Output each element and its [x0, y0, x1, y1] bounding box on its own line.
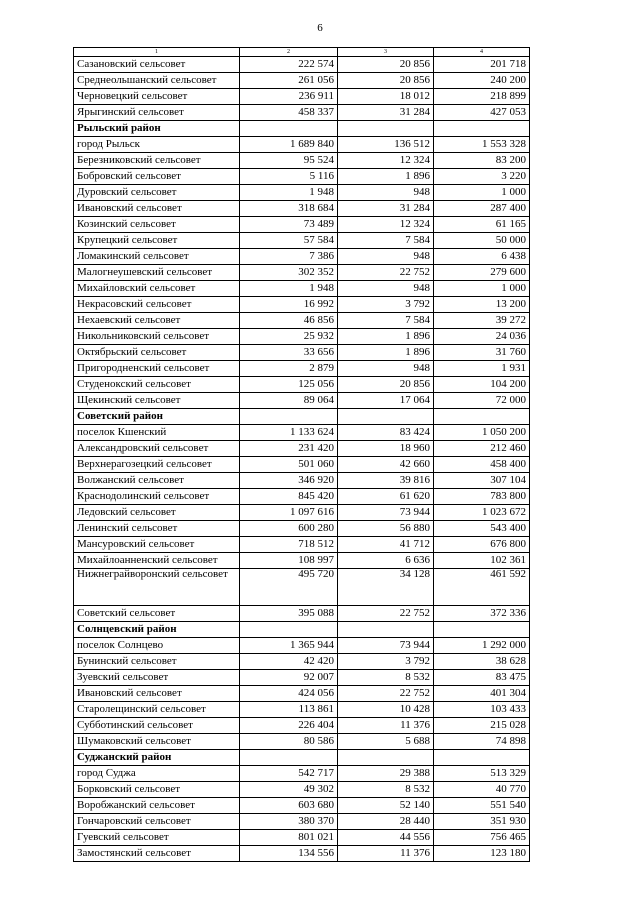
column-3-value-cell: 948	[338, 249, 434, 265]
column-4-value-cell: 458 400	[434, 457, 530, 473]
table-row	[74, 105, 530, 121]
table-body	[74, 48, 530, 862]
column-2-value-cell: 7 386	[240, 249, 338, 265]
municipality-name-cell: Крупецкий сельсовет	[74, 233, 240, 249]
table-row	[74, 297, 530, 313]
column-4-value-cell: 201 718	[434, 57, 530, 73]
table-row	[74, 734, 530, 750]
table-row	[74, 345, 530, 361]
column-3-value-cell	[338, 750, 434, 766]
column-4-value-cell: 1 553 328	[434, 137, 530, 153]
column-3-value-cell: 42 660	[338, 457, 434, 473]
column-3-value-cell: 12 324	[338, 153, 434, 169]
column-2-value-cell: 603 680	[240, 798, 338, 814]
table-row	[74, 489, 530, 505]
column-3-value-cell: 5 688	[338, 734, 434, 750]
municipality-name-cell: Волжанский сельсовет	[74, 473, 240, 489]
column-4-value-cell: 50 000	[434, 233, 530, 249]
column-3-value-cell: 1 896	[338, 329, 434, 345]
column-4-value-cell: 123 180	[434, 846, 530, 862]
municipality-name-cell: поселок Солнцево	[74, 638, 240, 654]
table-row	[74, 217, 530, 233]
column-3-value-cell: 11 376	[338, 846, 434, 862]
district-row	[74, 622, 530, 638]
column-3-value-cell: 34 128	[338, 569, 434, 606]
municipality-name-cell: Михайлоанненский сельсовет	[74, 553, 240, 569]
column-number-row	[74, 48, 530, 57]
table-row	[74, 281, 530, 297]
column-3-value-cell: 44 556	[338, 830, 434, 846]
column-4-value-cell: 401 304	[434, 686, 530, 702]
column-3-value-cell: 61 620	[338, 489, 434, 505]
column-2-value-cell: 231 420	[240, 441, 338, 457]
municipality-name-cell: Ивановский сельсовет	[74, 686, 240, 702]
table-row	[74, 233, 530, 249]
column-4-value-cell: 1 931	[434, 361, 530, 377]
column-3-value-cell: 73 944	[338, 505, 434, 521]
column-4-value-cell: 427 053	[434, 105, 530, 121]
district-row	[74, 409, 530, 425]
column-2-value-cell: 424 056	[240, 686, 338, 702]
column-3-value-cell: 3 792	[338, 297, 434, 313]
column-2-value-cell: 95 524	[240, 153, 338, 169]
municipality-name-cell: Некрасовский сельсовет	[74, 297, 240, 313]
column-4-value-cell: 38 628	[434, 654, 530, 670]
column-4-value-cell: 215 028	[434, 718, 530, 734]
column-4-value-cell: 24 036	[434, 329, 530, 345]
municipality-name-cell: Александровский сельсовет	[74, 441, 240, 457]
column-3-value-cell: 8 532	[338, 670, 434, 686]
column-2-value-cell: 302 352	[240, 265, 338, 281]
table-row	[74, 846, 530, 862]
column-4-value-cell: 40 770	[434, 782, 530, 798]
column-2-value-cell: 108 997	[240, 553, 338, 569]
column-4-value-cell: 372 336	[434, 606, 530, 622]
municipality-name-cell: город Рыльск	[74, 137, 240, 153]
column-4-value-cell: 72 000	[434, 393, 530, 409]
column-4-value-cell: 74 898	[434, 734, 530, 750]
column-4-value-cell: 6 438	[434, 249, 530, 265]
municipality-name-cell: Мансуровский сельсовет	[74, 537, 240, 553]
municipality-name-cell: Краснодолинский сельсовет	[74, 489, 240, 505]
column-3-value-cell	[338, 121, 434, 137]
column-number: 3	[338, 48, 434, 57]
column-3-value-cell: 8 532	[338, 782, 434, 798]
column-4-value-cell: 756 465	[434, 830, 530, 846]
column-4-value-cell	[434, 409, 530, 425]
column-2-value-cell: 395 088	[240, 606, 338, 622]
column-4-value-cell: 212 460	[434, 441, 530, 457]
column-4-value-cell	[434, 121, 530, 137]
municipality-name-cell: Борковский сельсовет	[74, 782, 240, 798]
column-3-value-cell	[338, 409, 434, 425]
municipality-name-cell: Старолещинский сельсовет	[74, 702, 240, 718]
column-3-value-cell: 20 856	[338, 73, 434, 89]
municipality-name-cell: Козинский сельсовет	[74, 217, 240, 233]
column-2-value-cell: 458 337	[240, 105, 338, 121]
municipality-name-cell: Суджанский район	[74, 750, 240, 766]
column-2-value-cell: 236 911	[240, 89, 338, 105]
column-2-value-cell: 25 932	[240, 329, 338, 345]
table-row	[74, 782, 530, 798]
table-row	[74, 638, 530, 654]
table-row	[74, 249, 530, 265]
municipality-name-cell: Замостянский сельсовет	[74, 846, 240, 862]
column-3-value-cell: 56 880	[338, 521, 434, 537]
column-3-value-cell: 11 376	[338, 718, 434, 734]
column-3-value-cell: 1 896	[338, 345, 434, 361]
column-2-value-cell: 33 656	[240, 345, 338, 361]
column-3-value-cell: 7 584	[338, 233, 434, 249]
table-row	[74, 670, 530, 686]
column-3-value-cell: 948	[338, 185, 434, 201]
column-4-value-cell: 513 329	[434, 766, 530, 782]
column-4-value-cell: 1 050 200	[434, 425, 530, 441]
municipality-name-cell: Гончаровский сельсовет	[74, 814, 240, 830]
column-4-value-cell	[434, 622, 530, 638]
column-2-value-cell	[240, 409, 338, 425]
column-2-value-cell: 845 420	[240, 489, 338, 505]
column-3-value-cell: 18 960	[338, 441, 434, 457]
municipality-name-cell: Рыльский район	[74, 121, 240, 137]
column-3-value-cell: 136 512	[338, 137, 434, 153]
table-row	[74, 73, 530, 89]
column-4-value-cell: 783 800	[434, 489, 530, 505]
table-row	[74, 718, 530, 734]
table-row	[74, 361, 530, 377]
column-2-value-cell: 2 879	[240, 361, 338, 377]
column-2-value-cell: 113 861	[240, 702, 338, 718]
column-3-value-cell: 948	[338, 361, 434, 377]
column-4-value-cell: 240 200	[434, 73, 530, 89]
column-2-value-cell: 1 133 624	[240, 425, 338, 441]
column-4-value-cell: 1 000	[434, 185, 530, 201]
municipality-name-cell: Малогнеушевский сельсовет	[74, 265, 240, 281]
municipality-name-cell: Пригородненский сельсовет	[74, 361, 240, 377]
table-row	[74, 137, 530, 153]
column-2-value-cell: 92 007	[240, 670, 338, 686]
column-2-value-cell: 222 574	[240, 57, 338, 73]
column-4-value-cell: 676 800	[434, 537, 530, 553]
municipality-name-cell: Советский сельсовет	[74, 606, 240, 622]
column-4-value-cell: 551 540	[434, 798, 530, 814]
column-2-value-cell: 1 689 840	[240, 137, 338, 153]
table-row	[74, 686, 530, 702]
table-row	[74, 569, 530, 606]
column-4-value-cell: 83 475	[434, 670, 530, 686]
municipality-name-cell: Гуевский сельсовет	[74, 830, 240, 846]
column-3-value-cell: 1 896	[338, 169, 434, 185]
column-4-value-cell: 1 000	[434, 281, 530, 297]
column-3-value-cell: 3 792	[338, 654, 434, 670]
municipality-name-cell: Воробжанский сельсовет	[74, 798, 240, 814]
table-row	[74, 201, 530, 217]
column-2-value-cell: 49 302	[240, 782, 338, 798]
table-row	[74, 654, 530, 670]
column-3-value-cell: 41 712	[338, 537, 434, 553]
table-row	[74, 702, 530, 718]
table-row	[74, 393, 530, 409]
column-4-value-cell: 61 165	[434, 217, 530, 233]
municipality-name-cell: Черновецкий сельсовет	[74, 89, 240, 105]
district-row	[74, 750, 530, 766]
table-row	[74, 89, 530, 105]
column-2-value-cell: 380 370	[240, 814, 338, 830]
column-4-value-cell: 103 433	[434, 702, 530, 718]
column-4-value-cell: 461 592	[434, 569, 530, 606]
municipality-name-cell: Ломакинский сельсовет	[74, 249, 240, 265]
municipality-name-cell: Октябрьский сельсовет	[74, 345, 240, 361]
municipality-name-cell: Ледовский сельсовет	[74, 505, 240, 521]
column-2-value-cell	[240, 121, 338, 137]
column-3-value-cell	[338, 622, 434, 638]
page-number: 6	[317, 22, 323, 34]
column-2-value-cell	[240, 750, 338, 766]
column-4-value-cell: 218 899	[434, 89, 530, 105]
column-3-value-cell: 22 752	[338, 606, 434, 622]
column-3-value-cell: 28 440	[338, 814, 434, 830]
column-3-value-cell: 10 428	[338, 702, 434, 718]
column-2-value-cell: 1 365 944	[240, 638, 338, 654]
column-4-value-cell: 13 200	[434, 297, 530, 313]
municipality-name-cell: Солнцевский район	[74, 622, 240, 638]
table-row	[74, 313, 530, 329]
column-3-value-cell: 6 636	[338, 553, 434, 569]
table-row	[74, 798, 530, 814]
column-2-value-cell: 42 420	[240, 654, 338, 670]
table-row	[74, 185, 530, 201]
column-3-value-cell: 18 012	[338, 89, 434, 105]
column-number: 1	[74, 48, 240, 57]
column-2-value-cell: 134 556	[240, 846, 338, 862]
municipality-name-cell: Шумаковский сельсовет	[74, 734, 240, 750]
column-4-value-cell: 351 930	[434, 814, 530, 830]
column-4-value-cell: 287 400	[434, 201, 530, 217]
column-2-value-cell: 1 948	[240, 281, 338, 297]
column-3-value-cell: 20 856	[338, 377, 434, 393]
column-4-value-cell: 3 220	[434, 169, 530, 185]
table-row	[74, 377, 530, 393]
column-4-value-cell: 83 200	[434, 153, 530, 169]
municipality-name-cell: поселок Кшенский	[74, 425, 240, 441]
table-row	[74, 57, 530, 73]
column-number: 2	[240, 48, 338, 57]
table-row	[74, 766, 530, 782]
column-2-value-cell: 501 060	[240, 457, 338, 473]
column-4-value-cell: 1 292 000	[434, 638, 530, 654]
municipality-name-cell: Студенокский сельсовет	[74, 377, 240, 393]
table-row	[74, 521, 530, 537]
table-row	[74, 473, 530, 489]
column-3-value-cell: 39 816	[338, 473, 434, 489]
column-2-value-cell: 318 684	[240, 201, 338, 217]
column-4-value-cell: 104 200	[434, 377, 530, 393]
table-row	[74, 537, 530, 553]
table-row	[74, 606, 530, 622]
column-3-value-cell: 17 064	[338, 393, 434, 409]
column-3-value-cell: 20 856	[338, 57, 434, 73]
table-row	[74, 169, 530, 185]
column-2-value-cell	[240, 622, 338, 638]
table-row	[74, 814, 530, 830]
municipality-name-cell: Советский район	[74, 409, 240, 425]
column-2-value-cell: 73 489	[240, 217, 338, 233]
column-2-value-cell: 495 720	[240, 569, 338, 606]
column-2-value-cell: 600 280	[240, 521, 338, 537]
district-row	[74, 121, 530, 137]
column-2-value-cell: 57 584	[240, 233, 338, 249]
table-row	[74, 505, 530, 521]
column-2-value-cell: 542 717	[240, 766, 338, 782]
column-3-value-cell: 22 752	[338, 686, 434, 702]
column-2-value-cell: 5 116	[240, 169, 338, 185]
municipality-name-cell: Нехаевский сельсовет	[74, 313, 240, 329]
table-row	[74, 457, 530, 473]
column-2-value-cell: 89 064	[240, 393, 338, 409]
column-4-value-cell: 543 400	[434, 521, 530, 537]
column-3-value-cell: 83 424	[338, 425, 434, 441]
table-row	[74, 441, 530, 457]
column-4-value-cell: 279 600	[434, 265, 530, 281]
column-4-value-cell: 39 272	[434, 313, 530, 329]
column-2-value-cell: 1 097 616	[240, 505, 338, 521]
table-row	[74, 265, 530, 281]
column-2-value-cell: 16 992	[240, 297, 338, 313]
municipality-name-cell: Бунинский сельсовет	[74, 654, 240, 670]
table-row	[74, 425, 530, 441]
column-4-value-cell: 1 023 672	[434, 505, 530, 521]
column-2-value-cell: 261 056	[240, 73, 338, 89]
municipality-name-cell: Щекинский сельсовет	[74, 393, 240, 409]
column-3-value-cell: 12 324	[338, 217, 434, 233]
municipality-name-cell: Сазановский сельсовет	[74, 57, 240, 73]
column-2-value-cell: 46 856	[240, 313, 338, 329]
municipality-name-cell: Верхнерагозецкий сельсовет	[74, 457, 240, 473]
municipality-name-cell: Дуровский сельсовет	[74, 185, 240, 201]
column-4-value-cell: 102 361	[434, 553, 530, 569]
municipality-name-cell: Среднеольшанский сельсовет	[74, 73, 240, 89]
column-3-value-cell: 29 388	[338, 766, 434, 782]
municipality-name-cell: Никольниковский сельсовет	[74, 329, 240, 345]
municipality-name-cell: Ивановский сельсовет	[74, 201, 240, 217]
column-number: 4	[434, 48, 530, 57]
column-2-value-cell: 80 586	[240, 734, 338, 750]
municipality-name-cell: Ярыгинский сельсовет	[74, 105, 240, 121]
municipality-name-cell: Михайловский сельсовет	[74, 281, 240, 297]
column-2-value-cell: 226 404	[240, 718, 338, 734]
column-2-value-cell: 125 056	[240, 377, 338, 393]
column-4-value-cell: 31 760	[434, 345, 530, 361]
municipality-name-cell: Нижнеграйворонский сельсовет	[74, 569, 240, 606]
column-4-value-cell: 307 104	[434, 473, 530, 489]
column-3-value-cell: 31 284	[338, 201, 434, 217]
municipality-name-cell: Березниковский сельсовет	[74, 153, 240, 169]
column-3-value-cell: 31 284	[338, 105, 434, 121]
column-3-value-cell: 948	[338, 281, 434, 297]
budget-table	[73, 47, 530, 862]
column-2-value-cell: 346 920	[240, 473, 338, 489]
column-4-value-cell	[434, 750, 530, 766]
municipality-name-cell: Ленинский сельсовет	[74, 521, 240, 537]
column-2-value-cell: 1 948	[240, 185, 338, 201]
column-2-value-cell: 718 512	[240, 537, 338, 553]
municipality-name-cell: Зуевский сельсовет	[74, 670, 240, 686]
table-row	[74, 329, 530, 345]
municipality-name-cell: Бобровский сельсовет	[74, 169, 240, 185]
column-3-value-cell: 52 140	[338, 798, 434, 814]
table-row	[74, 153, 530, 169]
column-3-value-cell: 7 584	[338, 313, 434, 329]
table-row	[74, 553, 530, 569]
municipality-name-cell: Субботинский сельсовет	[74, 718, 240, 734]
column-3-value-cell: 22 752	[338, 265, 434, 281]
column-2-value-cell: 801 021	[240, 830, 338, 846]
column-3-value-cell: 73 944	[338, 638, 434, 654]
municipality-name-cell: город Суджа	[74, 766, 240, 782]
table-row	[74, 830, 530, 846]
